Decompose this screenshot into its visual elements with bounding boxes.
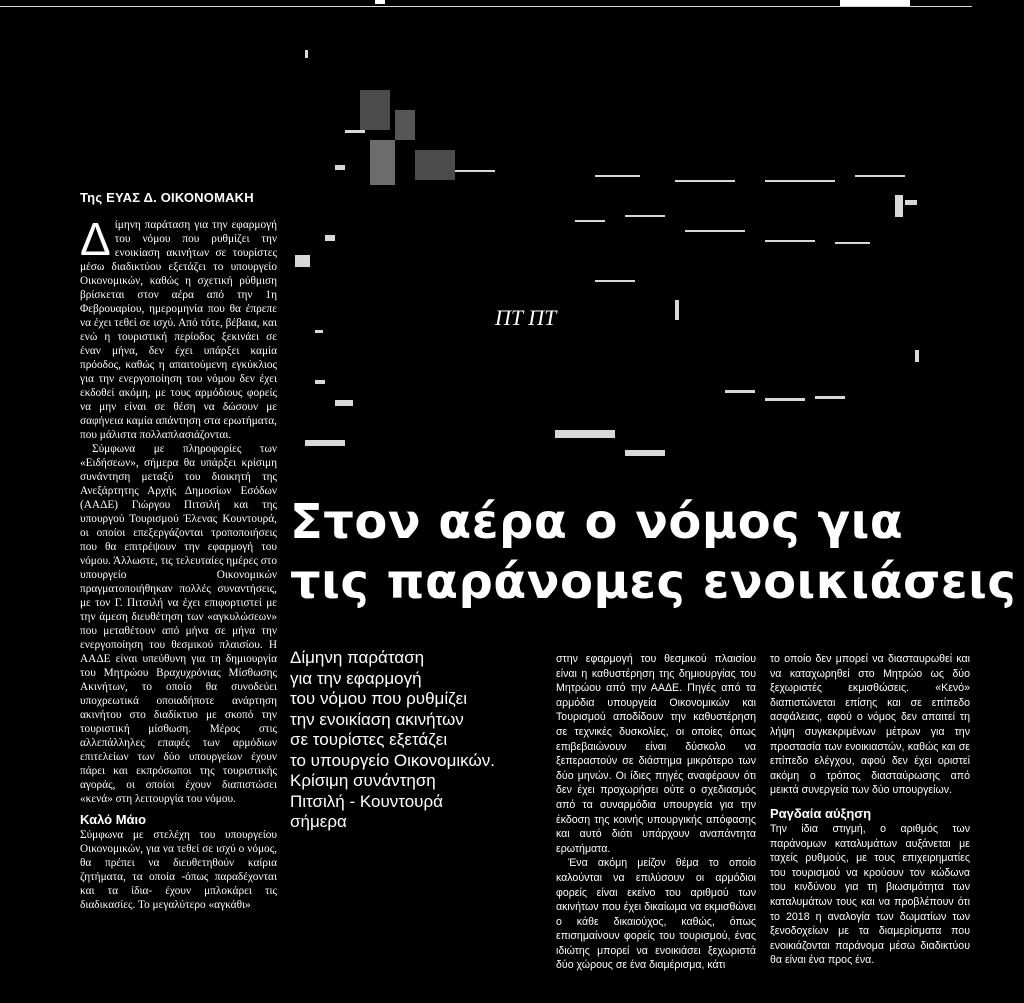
top-rule [0,6,972,7]
deck-line: σε τουρίστες εξετάζει [290,730,448,749]
headline-line: τις παράνομες ενοικιάσεις [290,554,1017,610]
deck-line: σήμερα [290,812,347,831]
section-subhead: Καλό Μάιο [80,812,147,827]
article-headline [290,492,1024,612]
section-subhead: Ραγδαία αύξηση [770,805,872,821]
article-column-4 [770,652,970,968]
article-deck [290,648,550,833]
body-paragraph: το οποίο δεν μπορεί να διασταυρωθεί και να καταχωρηθεί στο Μητρώο ως δύο ξεχωριστές εκμισθώσεις. «Κενό» διαπιστώνεται επίσης και σε επίπεδο ασφάλειας, αφού ο νόμος δεν απαιτεί τη λήψη συγκεκριμένων μέτρων για την προστασία των ενοικιαστών, καθώς και σε επίπεδο ελέγχου, αφού δεν έχει οριστεί ακόμη ο τρόπος διασταύρωσης από μεικτά συνεργεία των δύο υπουργείων. [770,653,970,797]
deck-line: την ενοικίαση ακινήτων [290,709,464,729]
lead-paragraph [80,213,277,442]
byline: Της ΕΥΑΣ Δ. ΟΙΚΟΝΟΜΑΚΗ [80,190,254,205]
deck-line: το υπουργείο Οικονομικών. [290,750,495,770]
body-paragraph: στην εφαρμογή του θεσμικού πλαισίου είναι η καθυστέρηση της δημιουργίας του Μητρώου από την ΑΑΔΕ. Πηγές από τα αρμόδια υπουργεία Οικονομικών και Τουρισμού αποδίδουν την καθυστέρηση σε τεχνικές δυσκολίες, οι οποίες όπως επιβεβαιώνουν είναι δύσκολο να ξεπεραστούν σε διάστημα μικρότερο των δύο μηνών. Οι ίδιες πηγές αναφέρουν ότι δεν έχει προχωρήσει ούτε ο σχεδιασμός από τα συναρμόδια υπουργεία για την έκδοση της κοινής υπουργικής απόφασης και αυτό διότι υπάρχουν αναπάντητα ερωτήματα. [556,653,756,855]
body-paragraph: Σύμφωνα με πληροφορίες των «Ειδήσεων», σήμερα θα υπάρξει κρίσιμη συνάντηση μεταξύ του διοικητή της Ανεξάρτητης Αρχής Δημοσίων Εσόδων (ΑΑΔΕ) Γιώργου Πιτσιλή και της υπουργού Τουρισμού Έλενας Κουντουρά, οι οποίοι επεξεργάζονται τροποποιήσεις που θα επιτρέψουν την εφαρμογή του νόμου. Άλλωστε, τις τελευταίες ημέρες στο υπουργείο Οικονομικών πραγματοποιήθηκαν πολλές συναντήσεις, με τον Γ. Πιτσιλή να έχει επιφορτιστεί με την άμεση διευθέτηση των «αγκυλώσεων» που μεταθέτουν από μήνα σε μήνα την ενεργοποίηση του θεσμικού πλαισίου. Η ΑΑΔΕ είναι υπεύθυνη για τη δημιουργία του Μητρώου Βραχυχρόνιας Μίσθωσης Ακινήτων, το οποίο θα συνοδεύει υποχρεωτικά οποιαδήποτε ανάρτηση ακινήτου στο διαδίκτυο με σκοπό την τουριστική μίσθωση. Μέρος στις αλλεπάλληλες επαφές των αρμόδιων επιτελείων των δύο υπουργείων έχουν πάρει και εκπρόσωποι της τουριστικής αγοράς, οι οποίοι έχουν διαπιστώσει «κενά» στη λειτουργία του νόμου. [80,443,277,805]
deck-line: Πιτσιλή - Κουντουρά [290,791,443,811]
body-paragraph: Ένα ακόμη μείζον θέμα το οποίο καλούνται να επιλύσουν οι αρμόδιοι φορείς είναι εκείνο του αριθμού των ακινήτων που έχει δικαίωμα να εκμισθώνει ο κάθε δικαιούχος, καθώς, όπως επισημαίνουν φορείς του τουρισμού, ένας ιδιώτης μπορεί να ενοικιάσει ξεχωριστά δύο χώρους σε ένα διαμέρισμα, κάτι [556,857,756,972]
article-column-3 [556,652,756,973]
article-column-1 [80,213,277,912]
body-paragraph: Την ίδια στιγμή, ο αριθμός των παράνομων καταλυμάτων αυξάνεται με ταχείς ρυθμούς, με τους επιχειρηματίες του τουρισμού να κρούουν τον κώδωνα του κινδύνου για τη βιωσιμότητα των καταλυμάτων τους και να προβλέπουν ότι το 2018 η αναλογία των δωματίων των ξενοδοχείων με τα διαμερίσματα που ενοικιάζονται παράνομα μέσω διαδικτύου θα είναι ένα προς ένα. [770,822,970,967]
article-photo [295,30,1024,500]
photo-marks: ΠΤ ΠТ [495,305,557,330]
dropcap: Δ [80,213,111,265]
deck-line: Δίμηνη παράταση [290,648,425,667]
deck-line: Κρίσιμη συνάντηση [290,771,436,790]
lead-text: ίμηνη παράταση για την εφαρμογή του νόμου που ρυθμίζει την ενοικίαση ακινήτων σε τουρίστες μέσω διαδικτύου εξετάζει το υπουργείο Οικονομικών, καθώς η σχετική ρύθμιση βρίσκεται στον αέρα από την 1η Φεβρουαρίου, ημερομηνία που θα έπρεπε να έχει τεθεί σε ισχύ. Από τότε, βέβαια, και ενώ η τουριστική περίοδος ξεκινάει σε έναν μήνα, δεν έχει υπάρξει καμία πρόοδος, καθώς η απαιτούμενη εγκύκλιος για την ενεργοποίηση του νόμου δεν έχει εκδοθεί ακόμη, με τους αρμόδιους φορείς να μην είναι σε θέση να δώσουν με σαφήνεια καμία απάντηση στα ερωτήματα, που μάλιστα πολλαπλασιάζονται. [80,219,277,441]
top-rule-mark [840,0,910,6]
headline-line: Στον αέρα ο νόμος για [290,494,904,550]
body-paragraph: Σύμφωνα με στελέχη του υπουργείου Οικονομικών, για να τεθεί σε ισχύ ο νόμος, θα πρέπει να διευθετηθούν καίρια ζητήματα, τα οποία -όπως παραδέχονται και τα ίδια- έχουν μπλοκάρει τις διαδικασίες. Το μεγαλύτερο «αγκάθι» [80,829,277,911]
deck-line: του νόμου που ρυθμίζει [290,689,467,708]
photo-graphic [295,30,1024,500]
deck-line: για την εφαρμογή [290,668,422,688]
top-rule-mark [375,0,385,4]
